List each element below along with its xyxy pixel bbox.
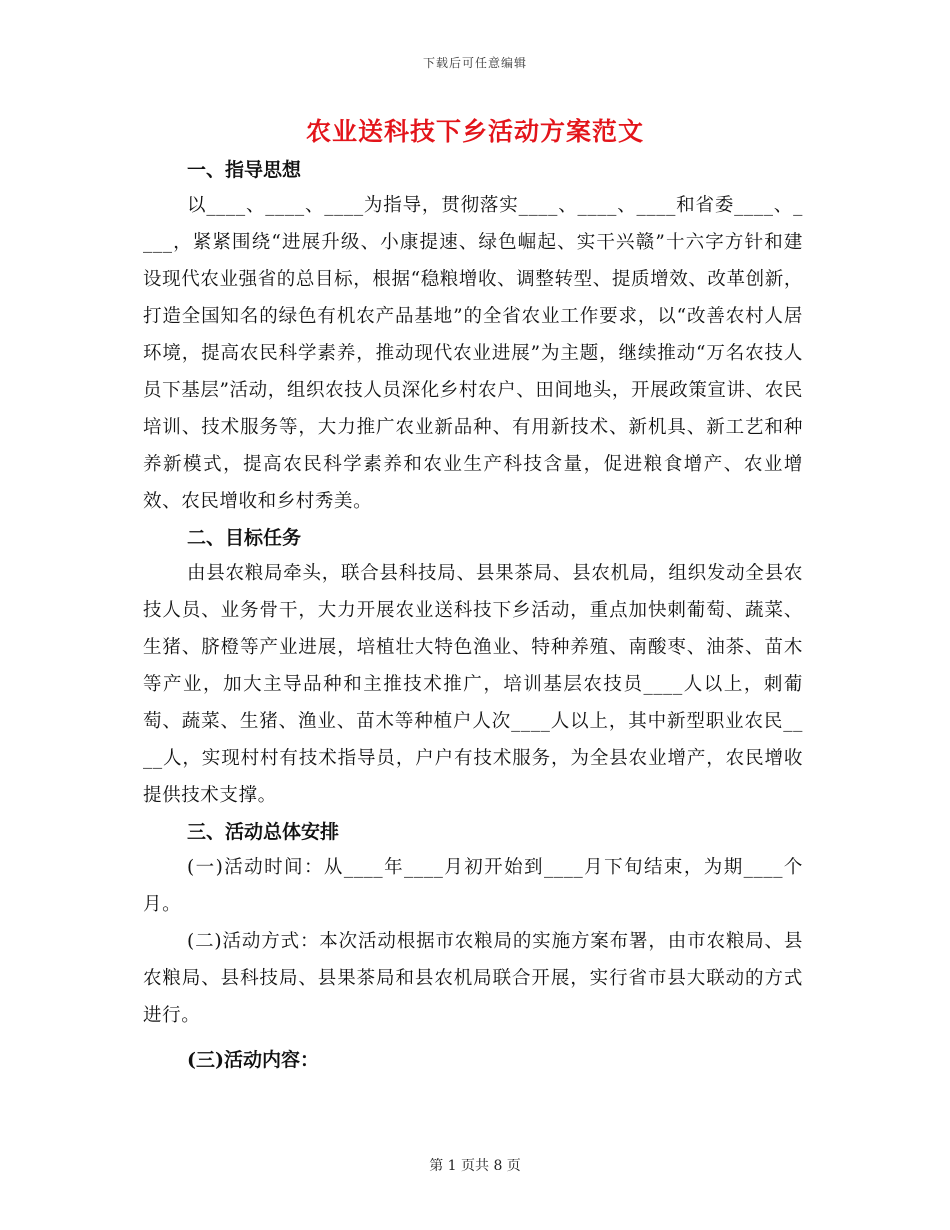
- section-heading-goals: 二、目标任务: [187, 527, 302, 549]
- section-paragraph: 以____、____、____为指导，贯彻落实____、____、____和省委____、____，紧紧围绕“进展升级、小康提速、绿色崛起、实干兴赣”十六字方针和建设现代农业强省的总目标，根据“稳粮增收、调整转型、提质增效、改革创新，打造全国知名的绿色有机农产品基地”的全省农业工作要求，以“改善农村人居环境，提高农民科学素养，推动现代农业进展”为主题，继续推动“万名农技人员下基层”活动，组织农技人员深化乡村农户、田间地头，开展政策宣讲、农民培训、技术服务等，大力推广农业新品种、有用新技术、新机具、新工艺和种养新模式，提高农民科学素养和农业生产科技含量，促进粮食增产、农业增效、农民增收和乡村秀美。: [143, 195, 803, 512]
- document-body: [143, 154, 803, 1079]
- sub-heading-activity-content: (三)活动内容：: [187, 1049, 319, 1071]
- section-paragraph: (二)活动方式：本次活动根据市农粮局的实施方案布署，由市农粮局、县农粮局、县科技局、县果茶局和县农机局联合开展，实行省市县大联动的方式进行。: [143, 931, 803, 1026]
- section-paragraph: (一)活动时间：从____年____月初开始到____月下旬结束，为期____个月。: [143, 857, 803, 915]
- section-paragraph: 由县农粮局牵头，联合县科技局、县果茶局、县农机局，组织发动全县农技人员、业务骨干，大力开展农业送科技下乡活动，重点加快刺葡萄、蔬菜、生猪、脐橙等产业进展，培植壮大特色渔业、特种养殖、南酸枣、油茶、苗木等产业，加大主导品种和主推技术推广，培训基层农技员____人以上，刺葡萄、蔬菜、生猪、渔业、苗木等种植户人次____人以上，其中新型职业农民____人，实现村村有技术指导员，户户有技术服务，为全县农业增产，农民增收提供技术支撑。: [143, 563, 803, 806]
- section-heading-arrangement: 三、活动总体安排: [187, 821, 340, 843]
- section-heading-guiding-thought: 一、指导思想: [187, 159, 302, 181]
- page-header-note: 下载后可任意编辑: [422, 56, 527, 70]
- page-number: 第 1 页共 8 页: [429, 1158, 521, 1174]
- document-title: 农业送科技下乡活动方案范文: [305, 117, 644, 146]
